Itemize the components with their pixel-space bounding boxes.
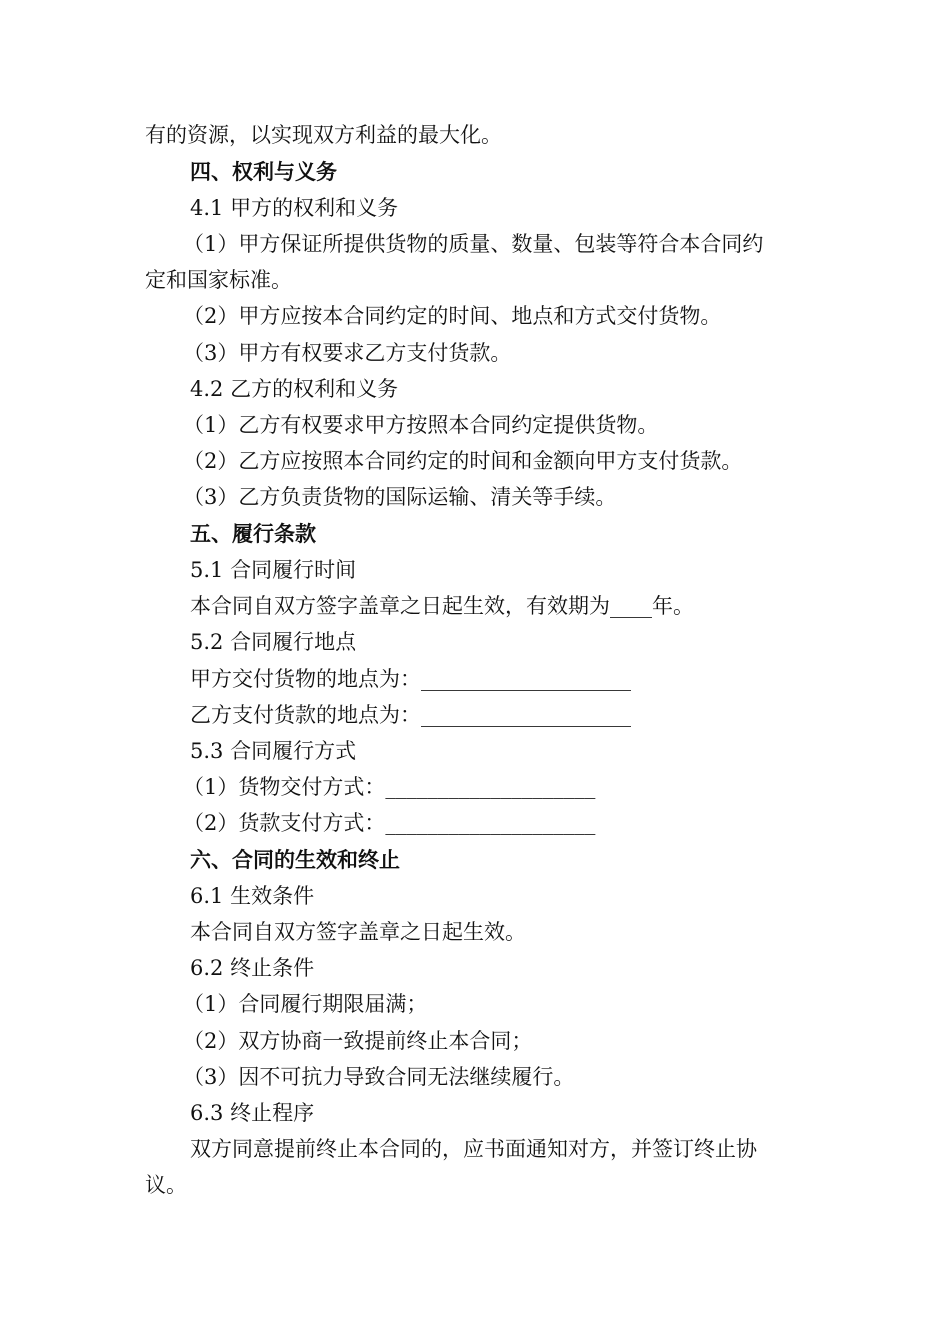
body-text: 本合同自双方签字盖章之日起生效。 (190, 920, 526, 944)
fill-in-field: 乙方支付货款的地点为：____________________ (190, 703, 631, 727)
fill-in-field: 甲方交付货物的地点为：____________________ (190, 667, 631, 691)
clause-item: （2）乙方应按照本合同约定的时间和金额向甲方支付货款。 (183, 449, 743, 473)
section-heading: 四、权利与义务 (190, 160, 337, 184)
subsection-heading: 4.1 甲方的权利和义务 (190, 196, 399, 220)
clause-item: （1）甲方保证所提供货物的质量、数量、包装等符合本合同约 (183, 232, 764, 256)
clause-item: （2）甲方应按本合同约定的时间、地点和方式交付货物。 (183, 304, 722, 328)
clause-item: （3）乙方负责货物的国际运输、清关等手续。 (183, 485, 617, 509)
clause-item: （1）乙方有权要求甲方按照本合同约定提供货物。 (183, 413, 659, 437)
clause-item: （3）因不可抗力导致合同无法继续履行。 (183, 1065, 575, 1089)
body-text: 有的资源，以实现双方利益的最大化。 (145, 123, 502, 147)
clause-item: （1）合同履行期限届满； (183, 992, 428, 1016)
body-text: 定和国家标准。 (145, 268, 292, 292)
section-heading: 六、合同的生效和终止 (190, 848, 400, 872)
subsection-heading: 6.3 终止程序 (190, 1101, 315, 1125)
subsection-heading: 6.2 终止条件 (190, 956, 315, 980)
subsection-heading: 5.1 合同履行时间 (190, 558, 357, 582)
subsection-heading: 4.2 乙方的权利和义务 (190, 377, 399, 401)
clause-item: （3）甲方有权要求乙方支付货款。 (183, 341, 512, 365)
subsection-heading: 5.2 合同履行地点 (190, 630, 357, 654)
clause-item: （2）双方协商一致提前终止本合同； (183, 1029, 533, 1053)
subsection-heading: 5.3 合同履行方式 (190, 739, 357, 763)
body-text: 本合同自双方签字盖章之日起生效，有效期为____年。 (190, 594, 694, 618)
section-heading: 五、履行条款 (190, 522, 316, 546)
body-text: 议。 (145, 1173, 187, 1197)
subsection-heading: 6.1 生效条件 (190, 884, 315, 908)
body-text: 双方同意提前终止本合同的，应书面通知对方，并签订终止协 (190, 1137, 757, 1161)
fill-in-field: （2）货款支付方式：____________________ (183, 811, 596, 835)
fill-in-field: （1）货物交付方式：____________________ (183, 775, 596, 799)
